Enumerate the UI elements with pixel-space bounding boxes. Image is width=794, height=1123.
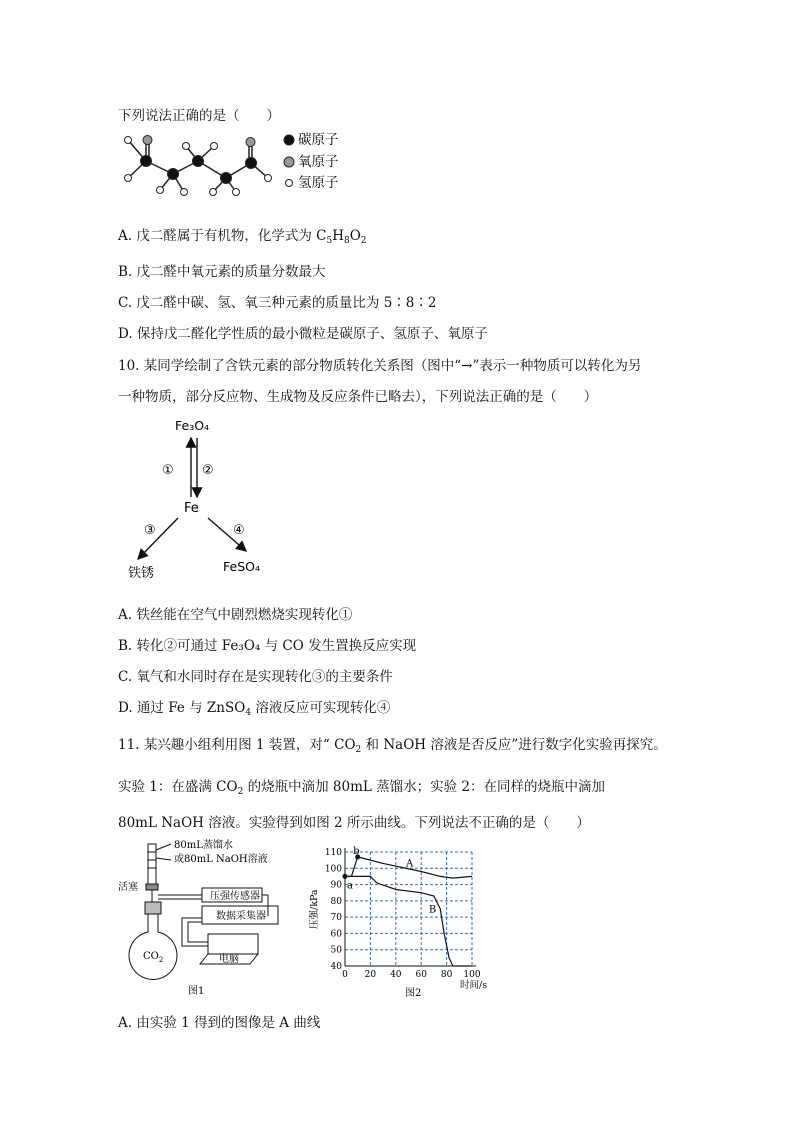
syringe [148,844,156,884]
glutaraldehyde-molecule-diagram [118,128,358,208]
hydrogen-atom [265,175,272,182]
hydrogen-atom [183,143,190,150]
iron-conversion-diagram [118,414,288,584]
legend-hydrogen-icon [286,180,293,187]
hydrogen-atom [181,189,188,196]
hydrogen-atom [157,187,164,194]
arrow-3-number: ③ [144,523,156,538]
figure-1-caption: 图1 [188,986,205,997]
collector-label: 数据采集器 [216,911,266,922]
legend-hydrogen-label: 氢原子 [298,175,339,191]
legend-oxygen-label: 氧原子 [298,154,339,170]
arrow-1-number: ① [162,463,174,478]
figure-2-pressure-chart [305,842,495,1007]
stopcock-label: 活塞 [118,882,138,893]
y-tick-label: 40 [330,962,342,972]
stopcock [146,884,158,890]
q9-option-a: A. 戊二醛属于有机物，化学式为 $C_5H_8O_2$ [118,228,367,246]
q10-stem-line1: 10. 某同学绘制了含铁元素的部分物质转化关系图（图中“→”表示一种物质可以转化为另 [118,358,642,374]
point-b-label: b [353,845,360,857]
q11-stem-line3: 80mL NaOH 溶液。实验得到如图 2 所示曲线。下列说法不正确的是（ ） [118,815,590,831]
carbon-atom [141,156,152,167]
legend-carbon-label: 碳原子 [298,132,339,148]
x-tick-label: 100 [463,970,481,980]
round-bottom-flask [129,914,177,979]
x-tick-label: 40 [390,970,402,980]
y-tick-label: 80 [330,896,342,907]
arrow-2-number: ② [202,463,214,478]
fe3o4-label: Fe₃O₄ [175,418,210,433]
hydrogen-atom [125,175,132,182]
point-a-marker [343,874,348,879]
hydrogen-atom [125,137,132,144]
x-tick-label: 60 [415,970,427,980]
computer-label: 电脑 [219,954,239,965]
reagent-label-1: 80mL蒸馏水 [174,840,233,851]
figure-1-apparatus [118,838,293,1003]
sensor-label: 压强传感器 [210,891,260,902]
hydrogen-atom [211,143,218,150]
q9-option-d: D. 保持戊二醛化学性质的最小微粒是碳原子、氢原子、氧原子 [118,326,488,342]
x-tick-label: 20 [364,970,377,980]
y-tick-label: 90 [330,880,342,891]
hydrogen-atom [233,189,240,196]
point-a-label: a [347,880,353,892]
q10-option-d: D. 通过 Fe 与 ZnSO$_4$ 溶液反应可实现转化④ [118,700,391,718]
flask-label: $CO_2$ [143,951,164,964]
y-tick-label: 100 [324,864,342,875]
y-tick-label: 110 [324,848,342,858]
q10-option-b: B. 转化②可通过 Fe₃O₄ 与 CO 发生置换反应实现 [118,638,417,654]
feso4-label: FeSO₄ [223,559,260,574]
x-axis-label: 时间/s [460,980,488,991]
carbon-atom [221,173,232,184]
x-tick-label: 80 [440,970,453,980]
oxygen-atom [246,138,255,147]
legend-oxygen-icon [284,157,294,167]
fe-label: Fe [184,501,199,516]
q10-stem-line2: 一种物质，部分反应物、生成物及反应条件已略去），下列说法正确的是（ ） [118,389,598,405]
reagent-label-2: 或80mL NaOH溶液 [174,854,268,865]
rubber-stopper [145,902,161,914]
y-tick-label: 70 [330,913,342,924]
q11-stem-line2: 实验 1：在盛满 $CO_2$ 的烧瓶中滴加 80mL 蒸馏水；实验 2：在同样的烧瓶中滴加 [118,779,606,797]
q9-option-b: B. 戊二醛中氧元素的质量分数最大 [118,264,326,280]
q10-option-c: C. 氧气和水同时存在是实现转化③的主要条件 [118,669,393,685]
computer-monitor [208,934,258,954]
y-tick-label: 60 [330,929,342,940]
q11-option-a: A. 由实验 1 得到的图像是 A 曲线 [118,1015,321,1031]
curve-a-label: A [405,858,414,870]
oxygen-atom [143,136,152,145]
q10-option-a: A. 铁丝能在空气中剧烈燃烧实现转化① [118,607,353,623]
carbon-atom [246,158,257,169]
carbon-atom [168,169,179,180]
carbon-atom [193,156,204,167]
curve-b-label: B [428,904,437,916]
q9-stem: 下列说法正确的是（ ） [118,108,280,124]
legend-carbon-icon [284,135,294,145]
q11-stem-line1: 11. 某兴趣小组利用图 1 装置，对“ $CO_2$ 和 NaOH 溶液是否反应”进行数字化实验再探究。 [118,737,667,755]
y-axis-label: 压强/kPa [309,889,320,929]
figure-2-caption: 图2 [405,988,422,999]
y-tick-label: 50 [330,945,342,956]
arrow-4-number: ④ [233,523,245,538]
q9-option-c: C. 戊二醛中碳、氢、氧三种元素的质量比为 5∶8∶2 [118,295,437,311]
series-line-B [345,876,472,966]
x-tick-label: 0 [342,970,348,980]
hydrogen-atom [210,189,217,196]
rust-label: 铁锈 [128,566,155,581]
